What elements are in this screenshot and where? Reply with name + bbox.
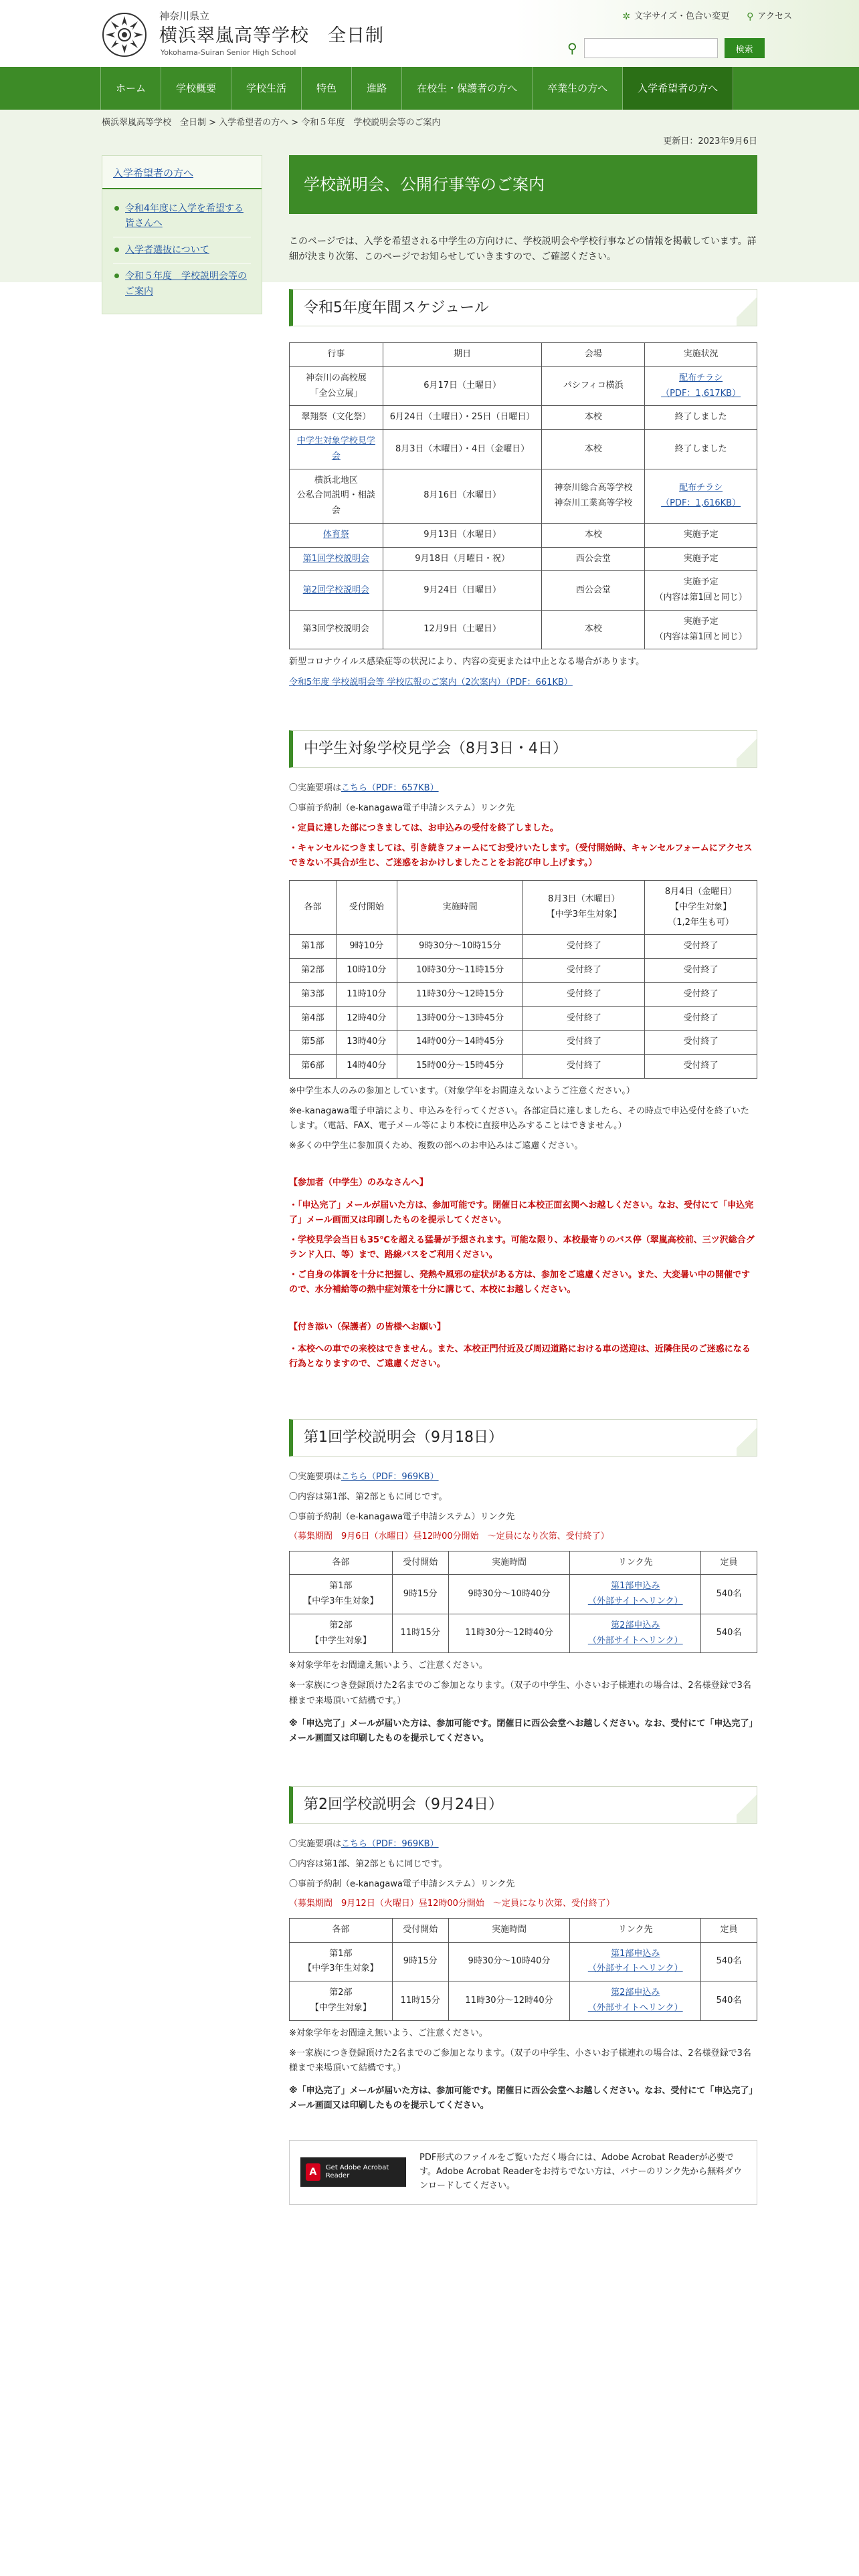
table-row: [290, 1006, 757, 1031]
session2-line2: 〇内容は第1部、第2部ともに同じです。: [289, 1858, 448, 1869]
access-label: アクセス: [757, 11, 792, 21]
apply-link[interactable]: 第2部申込み （外部サイトへリンク）: [587, 1988, 683, 2013]
sidebar: [102, 155, 262, 314]
guardians-note: ・本校への車での来校はできません。また、本校正門付近及び周辺道路における車の送迎は、近隣住民のご迷惑になる行為となりますので、ご遠慮ください。: [289, 1344, 751, 1370]
status-cell-link[interactable]: 配布チラシ （PDF：1,616KB）: [661, 483, 741, 508]
session2-table: [289, 1918, 757, 2021]
venue-cell: 西公会堂: [542, 571, 645, 611]
global-nav: [0, 67, 859, 110]
sidebar-list: [102, 189, 262, 314]
nav-home[interactable]: ホーム: [100, 67, 161, 110]
schedule-table: [289, 342, 757, 649]
table-row: [290, 547, 757, 571]
table-row: [290, 982, 757, 1006]
col-start: 受付開始: [336, 881, 397, 935]
status-cell: 実施予定 （内容は第1回と同じ）: [645, 610, 757, 649]
col-start: 受付開始: [392, 1918, 448, 1942]
venue-cell: パシフィコ横浜: [542, 366, 645, 406]
event-cell: [290, 523, 383, 547]
start-cell: 12時40分: [336, 1006, 397, 1031]
status-cell: 終了しました: [645, 406, 757, 430]
col-capacity: 定員: [701, 1551, 757, 1575]
session2-note-2: ※一家族につき登録頂けた2名までのご参加となります。（双子の中学生、小さいお子様連れの場合は、2名様登録で3名様まで来場頂いて結構です。）: [289, 2048, 751, 2073]
part-cell: 第6部: [290, 1055, 337, 1079]
part-cell: 第4部: [290, 1006, 337, 1031]
date-cell: 6月17日（土曜日）: [383, 366, 542, 406]
status-cell: [645, 469, 757, 523]
session1-line1-prefix: 〇実施要項は: [289, 1471, 342, 1482]
event-cell-link[interactable]: 中学生対象学校見学会: [296, 436, 375, 461]
breadcrumb[interactable]: 横浜翠嵐高等学校 全日制 > 入学希望者の方へ > 令和５年度 学校説明会等のご案内: [102, 118, 441, 128]
aug4-cell: 受付終了: [645, 959, 757, 983]
aug4-cell: 受付終了: [645, 982, 757, 1006]
aug3-cell: 受付終了: [523, 959, 645, 983]
participants-note-1: ・「申込完了」メールが届いた方は、参加可能です。閉催日に本校正面玄関へお越しください。なお、受付にて「申込完了」メール画面又は印刷したものを提示してください。: [289, 1200, 754, 1226]
tour-line1: [289, 781, 757, 796]
aug3-cell: 受付終了: [523, 935, 645, 959]
nav-students-parents[interactable]: 在校生・保護者の方へ: [402, 67, 533, 110]
part-cell: 第1部 【中学3年生対象】: [290, 1942, 393, 1981]
time-cell: 11時30分～12時40分: [448, 1614, 570, 1653]
map-pin-icon: ⚲: [747, 11, 754, 22]
nav-school-life[interactable]: 学校生活: [231, 67, 302, 110]
event-cell: 第3回学校説明会: [290, 610, 383, 649]
part-cell: 第2部 【中学生対象】: [290, 1614, 393, 1653]
search-input[interactable]: [584, 38, 718, 58]
col-link: リンク先: [570, 1551, 701, 1575]
apply-link[interactable]: 第1部申込み （外部サイトへリンク）: [587, 1581, 683, 1607]
search-icon: ⚲: [567, 40, 577, 56]
part-cell: 第1部 【中学3年生対象】: [290, 1575, 393, 1614]
col-time: 実施時間: [448, 1551, 570, 1575]
table-row: [290, 935, 757, 959]
table-header-row: [290, 881, 757, 935]
col-part: 各部: [290, 881, 337, 935]
table-row: [290, 1981, 757, 2021]
search-button[interactable]: 検索: [725, 38, 765, 58]
apply: [570, 1942, 701, 1981]
apply-link[interactable]: 第2部申込み （外部サイトへリンク）: [587, 1620, 683, 1646]
table-row: [290, 366, 757, 406]
event-cell: 翠翔祭（文化祭）: [290, 406, 383, 430]
sidebar-link-r5-sessions[interactable]: 令和５年度 学校説明会等のご案内: [125, 271, 247, 297]
status-cell: [645, 366, 757, 406]
tour-note-2: ※e-kanagawa電子申請により、申込みを行ってください。各部定員に達しましたら、その時点で申込受付を終了いたします。（電話、FAX、電子メール等により本校に直接申込みすることはできません。）: [289, 1105, 749, 1132]
session1-note-1: ※対象学年をお間違え無いよう、ご注意ください。: [289, 1660, 488, 1671]
session1-table: [289, 1551, 757, 1654]
capacity-cell: 540名: [701, 1614, 757, 1653]
sidebar-item: [113, 263, 251, 304]
event-cell: [290, 571, 383, 611]
text-size-color-link[interactable]: [622, 9, 729, 24]
utility-links: [622, 9, 792, 24]
part-cell: 第1部: [290, 935, 337, 959]
nav-features[interactable]: 特色: [302, 67, 352, 110]
table-row: [290, 1575, 757, 1614]
adobe-badge-label: Get Adobe Acrobat Reader: [325, 2164, 389, 2180]
schedule-note: 新型コロナウイルス感染症等の状況により、内容の変更または中止となる場合があります。: [289, 657, 645, 667]
table-row: [290, 1942, 757, 1981]
school-emblem-icon[interactable]: [102, 12, 147, 58]
session1-line2: 〇内容は第1部、第2部ともに同じです。: [289, 1491, 448, 1502]
session2-line1: [289, 1837, 757, 1852]
event-cell: 神奈川の高校展 「全公立展」: [290, 366, 383, 406]
date-cell: 8月3日（木曜日）・4日（金曜日）: [383, 430, 542, 469]
session2-pdf-link[interactable]: こちら（PDF：969KB）: [341, 1838, 439, 1849]
participants-note-3: ・ご自身の体調を十分に把握し、発熱や風邪の症状がある方は、参加をご遠慮ください。また、大変暑い中の開催ですので、水分補給等の熱中症対策を十分に講じて、本校にお越しください。: [289, 1270, 751, 1295]
adobe-reader-banner[interactable]: [300, 2157, 406, 2187]
session1-period: （募集期間 9月6日（水曜日）昼12時00分開始 ～定員になり次第、受付終了）: [289, 1531, 609, 1541]
tour-note-3: ※多くの中学生に参加頂くため、複数の部へのお申込みはご遠慮ください。: [289, 1141, 583, 1152]
venue-cell: 神奈川総合高等学校 神奈川工業高等学校: [542, 469, 645, 523]
start-cell: 14時40分: [336, 1055, 397, 1079]
time-cell: 9時30分～10時15分: [397, 935, 523, 959]
sidebar-item: [113, 237, 251, 263]
event-cell-link[interactable]: 第1回学校説明会: [302, 553, 370, 564]
tour-red-note-2: ・キャンセルにつきましては、引き続きフォームにてお受けいたします。（受付開始時、キャンセルフォームにアクセスできない不具合が生じ、ご迷惑をおかけしましたことをお詫び申し上げます。）: [289, 843, 753, 868]
date-cell: 6月24日（土曜日）・25日（日曜日）: [383, 406, 542, 430]
time-cell: 9時30分～10時40分: [448, 1575, 570, 1614]
sidebar-link-r4[interactable]: 令和4年度に入学を希望する皆さんへ: [125, 203, 244, 229]
venue-cell: 本校: [542, 406, 645, 430]
event-cell: 横浜北地区 公私合同説明・相談会: [290, 469, 383, 523]
start-cell: 10時10分: [336, 959, 397, 983]
venue-cell: 西公会堂: [542, 547, 645, 571]
col-time: 実施時間: [397, 881, 523, 935]
school-name[interactable]: 横浜翠嵐高等学校 全日制: [159, 25, 384, 46]
org-name: 神奈川県立: [159, 10, 210, 22]
part-cell: 第5部: [290, 1031, 337, 1055]
table-row: [290, 469, 757, 523]
col-aug3: 8月3日（木曜日） 【中学3年生対象】: [523, 881, 645, 935]
time-cell: 9時30分～10時40分: [448, 1942, 570, 1981]
date-cell: 9月13日（水曜日）: [383, 523, 542, 547]
time-cell: 10時30分～11時15分: [397, 959, 523, 983]
tour-table: [289, 880, 757, 1079]
adobe-reader-text: PDF形式のファイルをご覧いただく場合には、Adobe Acrobat Readerが必要です。Adobe Acrobat Readerをお持ちでない方は、バナーのリンク先から無料ダウンロードしてください。: [419, 2153, 743, 2191]
date-cell: 8月16日（水曜日）: [383, 469, 542, 523]
tour-pdf-link[interactable]: こちら（PDF：657KB）: [341, 782, 439, 793]
tour-line2: 〇事前予約制（e-kanagawa電子申請システム）リンク先: [289, 802, 515, 813]
settings-icon: ✲: [622, 11, 631, 22]
session2-period: （募集期間 9月12日（火曜日）昼12時00分開始 ～定員になり次第、受付終了）: [289, 1899, 615, 1909]
aug3-cell: 受付終了: [523, 1006, 645, 1031]
sidebar-item: [113, 196, 251, 237]
access-link[interactable]: [747, 9, 792, 24]
venue-cell: 本校: [542, 523, 645, 547]
schedule-pdf-link[interactable]: 令和5年度 学校説明会等 学校広報のご案内（2次案内）（PDF：661KB）: [289, 677, 573, 687]
apply-link[interactable]: 第1部申込み （外部サイトへリンク）: [587, 1948, 683, 1974]
apply: [570, 1614, 701, 1653]
start-cell: 9時15分: [392, 1942, 448, 1981]
search-bar: [567, 37, 765, 59]
time-cell: 11時30分～12時15分: [397, 982, 523, 1006]
session2-line1-prefix: 〇実施要項は: [289, 1838, 342, 1849]
page-title: 学校説明会、公開行事等のご案内: [289, 155, 757, 214]
aug4-cell: 受付終了: [645, 1031, 757, 1055]
status-cell-link[interactable]: 配布チラシ （PDF：1,617KB）: [661, 372, 741, 399]
table-row: [290, 1055, 757, 1079]
event-cell-link[interactable]: 体育祭: [322, 529, 349, 540]
participants-heading: 【参加者（中学生）のみなさんへ】: [289, 1178, 428, 1188]
aug4-cell: 受付終了: [645, 1006, 757, 1031]
col-part: 各部: [290, 1918, 393, 1942]
event-cell-link[interactable]: 第2回学校説明会: [302, 584, 370, 595]
aug3-cell: 受付終了: [523, 1055, 645, 1079]
session1-heading: 第1回学校説明会（9月18日）: [289, 1419, 757, 1457]
start-cell: 11時10分: [336, 982, 397, 1006]
col-date: 期日: [383, 343, 542, 367]
capacity-cell: 540名: [701, 1942, 757, 1981]
col-venue: 会場: [542, 343, 645, 367]
status-cell: 実施予定: [645, 523, 757, 547]
nav-overview[interactable]: 学校概要: [161, 67, 231, 110]
event-cell: [290, 430, 383, 469]
time-cell: 13時00分～13時45分: [397, 1006, 523, 1031]
table-row: [290, 406, 757, 430]
session2-bold-note: ※「申込完了」メールが届いた方は、参加可能です。閉催日に西公会堂へお越しください。なお、受付にて「申込完了」メール画面又は印刷したものを提示してください。: [289, 2085, 753, 2111]
table-row: [290, 523, 757, 547]
venue-cell: 本校: [542, 430, 645, 469]
col-capacity: 定員: [701, 1918, 757, 1942]
venue-cell: 本校: [542, 610, 645, 649]
table-row: [290, 1614, 757, 1653]
adobe-reader-box: [289, 2140, 757, 2204]
start-cell: 13時40分: [336, 1031, 397, 1055]
adobe-logo-icon: A: [306, 2163, 320, 2181]
part-cell: 第2部: [290, 959, 337, 983]
part-cell: 第2部 【中学生対象】: [290, 1981, 393, 2021]
participants-note-2: ・学校見学会当日も35℃を超える猛暑が予想されます。可能な限り、本校最寄りのバス停（翠嵐高校前、三ツ沢総合グランド入口、等）まで、路線バスをご利用ください。: [289, 1235, 755, 1261]
sidebar-link-selection[interactable]: 入学者選抜について: [125, 244, 209, 255]
main-content: [289, 155, 757, 2205]
site-header: [0, 0, 859, 67]
time-cell: 15時00分～15時45分: [397, 1055, 523, 1079]
start-cell: 11時15分: [392, 1981, 448, 2021]
table-row: [290, 571, 757, 611]
col-event: 行事: [290, 343, 383, 367]
session1-line1: [289, 1470, 757, 1485]
date-cell: 12月9日（土曜日）: [383, 610, 542, 649]
nav-prospective[interactable]: 入学希望者の方へ: [623, 67, 733, 110]
sidebar-title[interactable]: 入学希望者の方へ: [102, 156, 262, 189]
session2-line3: 〇事前予約制（e-kanagawa電子申請システム）リンク先: [289, 1879, 515, 1890]
start-cell: 9時10分: [336, 935, 397, 959]
capacity-cell: 540名: [701, 1575, 757, 1614]
capacity-cell: 540名: [701, 1981, 757, 2021]
session1-pdf-link[interactable]: こちら（PDF：969KB）: [341, 1471, 439, 1482]
col-status: 実施状況: [645, 343, 757, 367]
col-aug4: 8月4日（金曜日） 【中学生対象】 （1,2年生も可）: [645, 881, 757, 935]
schedule-heading: 令和5年度年間スケジュール: [289, 289, 757, 326]
table-header-row: [290, 343, 757, 367]
school-name-en: Yokohama-Suiran Senior High School: [161, 48, 296, 57]
nav-alumni[interactable]: 卒業生の方へ: [533, 67, 623, 110]
aug3-cell: 受付終了: [523, 1031, 645, 1055]
aug3-cell: 受付終了: [523, 982, 645, 1006]
start-cell: 9時15分: [392, 1575, 448, 1614]
session1-line3: 〇事前予約制（e-kanagawa電子申請システム）リンク先: [289, 1511, 515, 1522]
tour-heading: 中学生対象学校見学会（8月3日・4日）: [289, 730, 757, 768]
event-cell: [290, 547, 383, 571]
table-header-row: [290, 1551, 757, 1575]
session2-heading: 第2回学校説明会（9月24日）: [289, 1786, 757, 1824]
session1-note-2: ※一家族につき登録頂けた2名までのご参加となります。（双子の中学生、小さいお子様連れの場合は、2名様登録で3名様まで来場頂いて結構です。）: [289, 1681, 751, 1706]
start-cell: 11時15分: [392, 1614, 448, 1653]
status-cell: 実施予定 （内容は第1回と同じ）: [645, 571, 757, 611]
aug4-cell: 受付終了: [645, 1055, 757, 1079]
status-cell: 実施予定: [645, 547, 757, 571]
table-row: [290, 1031, 757, 1055]
updated-date: 更新日：2023年9月6日: [663, 136, 757, 146]
table-row: [290, 959, 757, 983]
date-cell: 9月18日（月曜日・祝）: [383, 547, 542, 571]
time-cell: 14時00分～14時45分: [397, 1031, 523, 1055]
session2-note-1: ※対象学年をお間違え無いよう、ご注意ください。: [289, 2028, 488, 2038]
table-row: [290, 610, 757, 649]
apply: [570, 1981, 701, 2021]
date-cell: 9月24日（日曜日）: [383, 571, 542, 611]
text-size-color-label: 文字サイズ・色合い変更: [634, 11, 730, 21]
apply: [570, 1575, 701, 1614]
part-cell: 第3部: [290, 982, 337, 1006]
col-time: 実施時間: [448, 1918, 570, 1942]
tour-red-note-1: ・定員に達した部につきましては、お申込みの受付を終了しました。: [289, 823, 559, 833]
tour-note-1: ※中学生本人のみの参加としています。（対象学年をお間違えないようご注意ください。）: [289, 1085, 635, 1096]
col-part: 各部: [290, 1551, 393, 1575]
time-cell: 11時30分～12時40分: [448, 1981, 570, 2021]
session1-bold-note: ※「申込完了」メールが届いた方は、参加可能です。閉催日に西公会堂へお越しください。なお、受付にて「申込完了」メール画面又は印刷したものを提示してください。: [289, 1718, 753, 1743]
status-cell: 終了しました: [645, 430, 757, 469]
col-link: リンク先: [570, 1918, 701, 1942]
guardians-heading: 【付き添い（保護者）の皆様へお願い】: [289, 1321, 446, 1332]
aug4-cell: 受付終了: [645, 935, 757, 959]
intro-text: このページでは、入学を希望される中学生の方向けに、学校説明会や学校行事などの情報を掲載しています。詳細が決まり次第、このページでお知らせしていきますので、ご確認ください。: [289, 236, 757, 263]
table-header-row: [290, 1918, 757, 1942]
tour-line1-prefix: 〇実施要項は: [289, 782, 342, 793]
nav-career[interactable]: 進路: [352, 67, 402, 110]
col-start: 受付開始: [392, 1551, 448, 1575]
table-row: [290, 430, 757, 469]
